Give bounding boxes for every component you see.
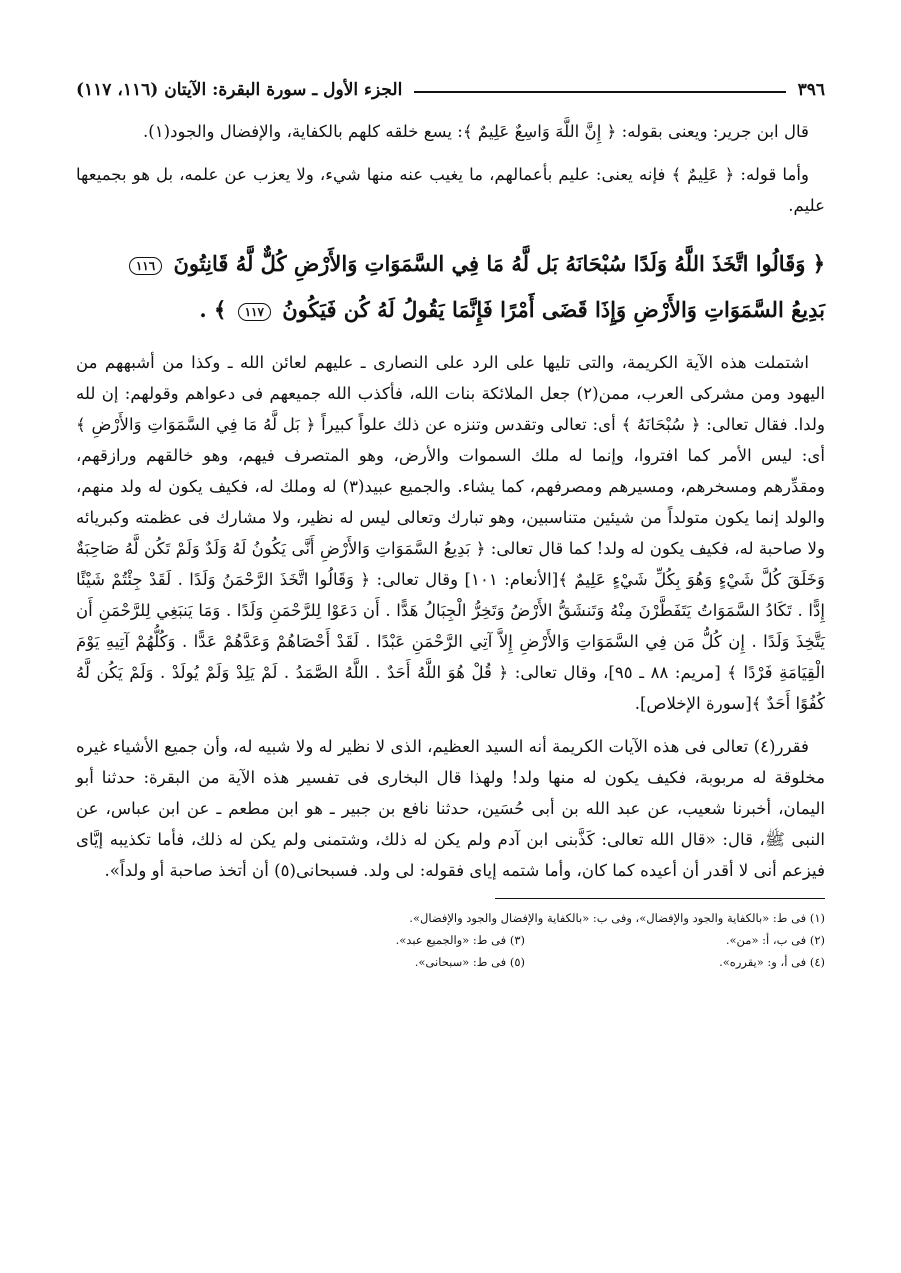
paragraph-ibn-jarir: قال ابن جرير: ويعنى بقوله: ﴿ إِنَّ اللَّهَ وَاسِعٌ عَلِيمٌ ﴾: يسع خلقه كلهم بالكفاية، والإفضال والجود(١). (143, 122, 809, 141)
footnote-2: (٢) فى ب، أ: «من». (725, 933, 825, 947)
footnote-1: (١) فى ط: «بالكفاية والجود والإفضال»، وفى ب: «بالكفاية والإفضال والجود والإفضال». (409, 911, 825, 925)
verse-number-117: ١١٧ (238, 303, 271, 321)
paragraph-commentary: اشتملت هذه الآية الكريمة، والتى تليها على الرد على النصارى ـ عليهم لعائن الله ـ وكذا من أشبههم من اليهود ومن مشركى العرب، ممن(٢) جعل الملائكة بنات الله، فأكذب الله جميعهم فى دعواهم وقولهم: إن لله ولدا. فقال تعالى: ﴿ سُبْحَانَهُ ﴾ أى: تعالى وتقدس وتنزه عن ذلك علواً كبيراً ﴿ بَل لَّهُ مَا فِي السَّمَوَاتِ وَالأَرْضِ ﴾ أى: ليس الأمر كما افتروا، وإنما له ملك السموات والأرض، وهو المتصرف فيهم، وهو خالقهم ورازقهم، ومقدِّرهم ومسخرهم، ومسيرهم ومصرفهم، كما يشاء. والجميع عبيد(٣) له وملك له، فكيف يكون له ولد منهم، والولد إنما يكون متولداً من شيئين متناسبين، وهو تبارك وتعالى ليس له نظير، ولا مشارك فى عظمته وكبريائه ولا صاحبة له، فكيف يكون له ولد! كما قال تعالى: ﴿ بَدِيعُ السَّمَوَاتِ وَالأَرْضِ أَنَّى يَكُونُ لَهُ وَلَدٌ وَلَمْ تَكُن لَّهُ صَاحِبَةٌ وَخَلَقَ كُلَّ شَيْءٍ وَهُوَ بِكُلِّ شَيْءٍ عَلِيمٌ ﴾[الأنعام: ١٠١] وقال تعالى: ﴿ وَقَالُوا اتَّخَذَ الرَّحْمَنُ وَلَدًا . لَقَدْ جِئْتُمْ شَيْئًا إِدًّا . تَكَادُ السَّمَوَاتُ يَتَفَطَّرْنَ مِنْهُ وَتَنشَقُّ الأَرْضُ وَتَخِرُّ الْجِبَالُ هَدًّا . أَن دَعَوْا لِلرَّحْمَنِ وَلَدًا . وَمَا يَنبَغِي لِلرَّحْمَنِ أَن يَتَّخِذَ وَلَدًا . إِن كُلُّ مَن فِي السَّمَوَاتِ وَالأَرْضِ إِلاَّ آتِي الرَّحْمَنِ عَبْدًا . لَقَدْ أَحْصَاهُمْ وَعَدَّهُمْ عَدًّا . وَكُلُّهُمْ آتِيهِ يَوْمَ الْقِيَامَةِ فَرْدًا ﴾ [مريم: ٨٨ ـ ٩٥]، وقال تعالى: ﴿ قُلْ هُوَ اللَّهُ أَحَدٌ . اللَّهُ الصَّمَدُ . لَمْ يَلِدْ وَلَمْ يُولَدْ . وَلَمْ يَكُن لَّهُ كُفُوًا أَحَدٌ ﴾[سورة الإخلاص]. (76, 353, 825, 713)
verse-closing-bracket: ﴾ . (199, 297, 227, 322)
footnote-5: (٥) فى ط: «سبحانى». (414, 955, 525, 969)
footnote-4: (٤) فى أ، و: «يقرره». (719, 955, 825, 969)
verse-line-116 (76, 241, 825, 287)
paragraph-alim: وأما قوله: ﴿ عَلِيمٌ ﴾ فإنه يعنى: عليم بأعمالهم، ما يغيب عنه منها شيء، ولا يعزب عن علمه، بل هو بجميعها عليم. (76, 165, 825, 215)
footnote-rule (495, 898, 825, 899)
paragraph-hadith: فقرر(٤) تعالى فى هذه الآيات الكريمة أنه السيد العظيم، الذى لا نظير له ولا شبيه له، وأن جميع الأشياء غيره مخلوقة له مربوبة، فكيف يكون له منها ولد! ولهذا قال البخارى فى تفسير هذه الآية من البقرة: حدثنا أبو اليمان، أخبرنا شعيب، عن عبد الله بن أبى حُسَين، حدثنا نافع بن جبير ـ هو ابن مطعم ـ عن ابن عباس، عن النبى ﷺ، قال: «قال الله تعالى: كَذَّبنى ابن آدم ولم يكن له ذلك، وشتمنى ولم يكن له ذلك، فأما تكذيبه إيَّاى فيزعم أنى لا أقدر أن أعيده كما كان، وأما شتمه إياى فقوله: لى ولد. فسبحانى(٥) أن أتخذ صاحبة أو ولداً». (76, 737, 825, 880)
footnotes (76, 907, 825, 973)
page-number: ٣٩٦ (797, 80, 825, 100)
running-title: الجزء الأول ـ سورة البقرة: الآيتان (١١٦، ١١٧) (76, 80, 403, 100)
footnote-row-2 (76, 929, 825, 951)
footnote-3: (٣) فى ط: «والجميع عبد». (395, 933, 525, 947)
verse-text-116: ﴿ وَقَالُوا اتَّخَذَ اللَّهُ وَلَدًا سُبْحَانَهُ بَل لَّهُ مَا فِي السَّمَوَاتِ وَالأَرْضِ كُلٌّ لَّهُ قَانِتُونَ (173, 251, 825, 276)
quran-verse-block (76, 241, 825, 333)
footnote-row-3 (76, 951, 825, 973)
verse-number-116: ١١٦ (129, 257, 162, 275)
verse-text-117: بَدِيعُ السَّمَوَاتِ وَالأَرْضِ وَإِذَا قَضَى أَمْرًا فَإِنَّمَا يَقُولُ لَهُ كُن فَيَكُونُ (282, 297, 825, 322)
page-header (76, 74, 825, 100)
header-rule (414, 91, 785, 93)
verse-line-117 (76, 287, 825, 333)
